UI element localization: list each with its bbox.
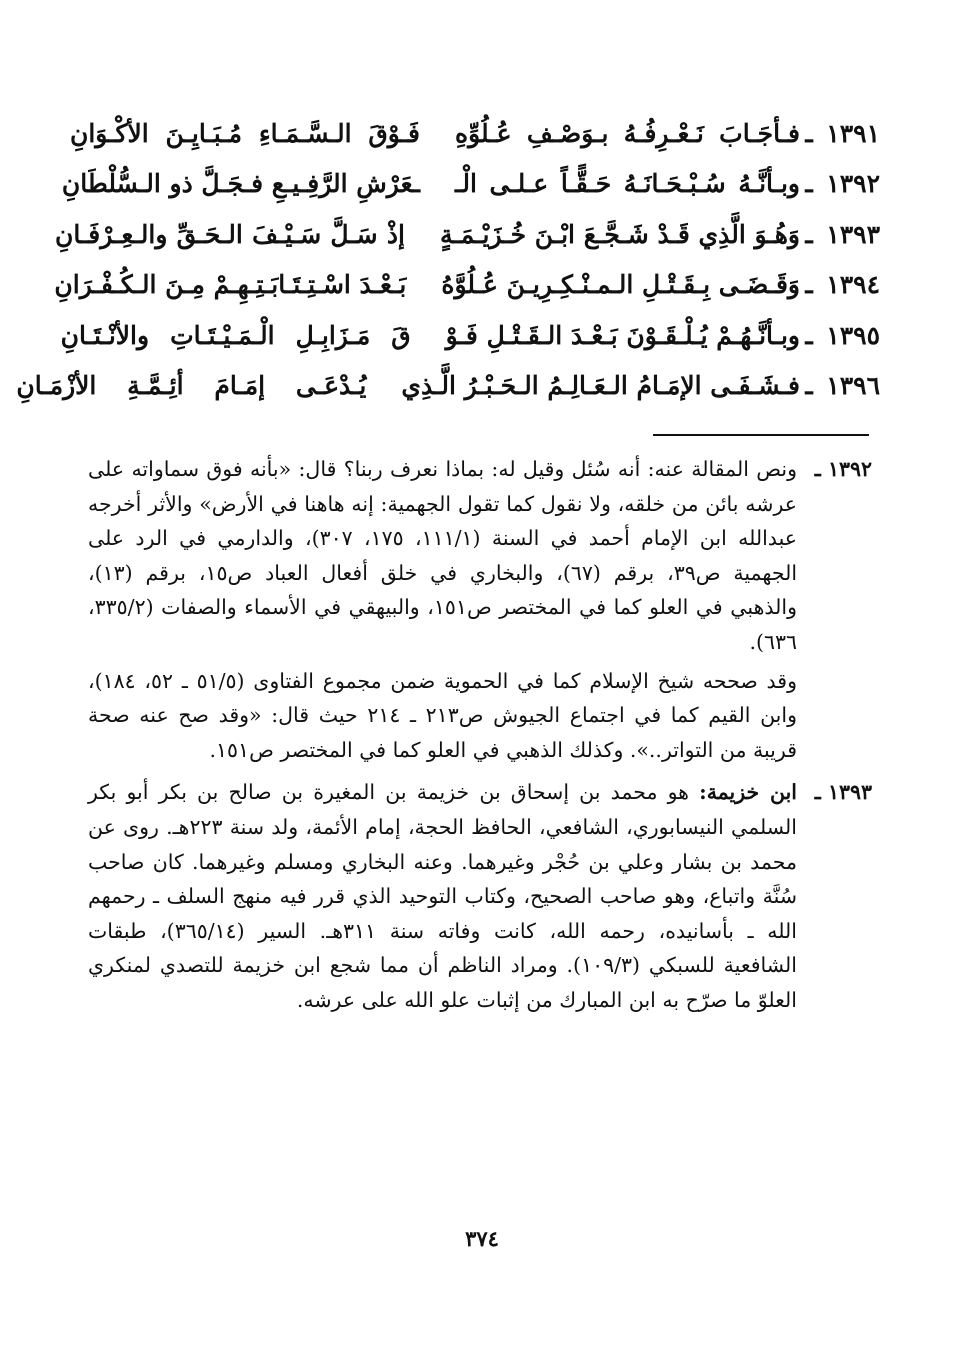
footnote-heading: ابن خزيمة: [699,780,797,805]
verse-row [60,310,880,361]
footnote-paragraph: ونص المقالة عنه: أنه سُئل وقيل له: بماذا نعرف ربنا؟ قال: «بأنه فوق سماواته على عرشه بائن من خلقه، ولا نقول كما تقول الجهمية: إنه هاهنا في الأرض» والأثر أخرجه عبدالله ابن الإمام أحمد في السنة (١١١/١، ١٧٥، ٣٠٧)، والدارمي في الرد على الجهمية ص٣٩، برقم (٦٧)، والبخاري في خلق أفعال العباد ص١٥، برقم (١٣)، والذهبي في العلو كما في المختصر ص١٥١، والبيهقي في الأسماء والصفات (٣٣٥/٢، ٦٣٦). [88,457,798,654]
verse-second-hemistich: إذْ سَـلَّ سَـيْـفَ الـحَـقِّ والـعِـرْفَـانِ [55,219,405,249]
verse-first-hemistich: فـأجَـابَ نَـعْـرِفُـهُ بـوَصْـفِ عُـلُوِّهِ [455,118,800,148]
footnote [88,775,872,1021]
verse-row [54,260,880,311]
verse-dash: ـ [805,219,813,249]
footnote-body [88,452,797,771]
verse-first-hemistich: وبـأنَّـهُـمْ يُـلْـقَـوْنَ بَـعْـدَ الـقَـتْـلِ فَـوْ [445,320,800,350]
verse-dash: ـ [805,371,813,401]
footnotes [88,452,872,1026]
verse-first-hemistich: وبـأنَّـهُ سُـبْـحَـانَـهُ حَـقًّـاً عـلـى الْـ [455,169,800,199]
verse-number: ١٣٩٣ [826,219,880,249]
verse-dash: ـ [805,118,813,148]
verse-row [55,209,880,260]
verse-row [61,159,880,210]
footnote-body [88,775,797,1021]
verse-first-hemistich: وَقَـضَـى بِـقَـتْـلِ الـمـنْـكِـرِيـنَ عُـلُوَّهُ [441,270,800,300]
footnote-paragraph [88,775,797,1017]
verse-number: ١٣٩٥ [826,320,880,350]
verse-row [16,361,880,412]
footnote-number: ١٣٩٣ ـ [814,780,872,805]
verse-number: ١٣٩٤ [826,270,880,300]
verse-second-hemistich: فَـوْقَ الـسَّـمَـاءِ مُـبَـايِـنَ الأكْـوَانِ [70,118,420,148]
verse-second-hemistich: قَ مَـزَابِـلِ الْـمَـيْـتَـاتِ والأنْـتَـانِ [60,320,411,350]
verse-dash: ـ [805,320,813,350]
verse-first-hemistich: وَهُـوَ الَّذِي قَـدْ شَـجَّـعَ ابْـنَ خُـزَيْـمَـةٍ [440,219,800,249]
footnote-paragraph: وقد صححه شيخ الإسلام كما في الحموية ضمن مجموع الفتاوى (٥١/٥ ـ ٥٢، ١٨٤)، وابن القيم كما في اجتماع الجيوش ص٢١٣ ـ ٢١٤ حيث قال: «وقد صح عنه صحة قريبة من التواتر..». وكذلك الذهبي في العلو كما في المختصر ص١٥١. [88,668,797,762]
verse-number: ١٣٩١ [826,118,880,148]
verse-second-hemistich: يُـدْعَـى إمَـامَ أئِـمَّـةِ الأزْمَـانِ [16,371,367,401]
verse-number: ١٣٩٦ [826,371,880,401]
verse-first-hemistich: فـشَـفَـى الإمَـامُ الـعَـالِـمُ الـحَـبْـرُ الَّـذِي [401,371,800,401]
verse-dash: ـ [805,169,813,199]
verse-row [70,108,880,159]
verse-second-hemistich: ـعَرْشِ الرَّفِـيـعِ فـجَـلَّ ذو الـسُّلْطَانِ [61,169,420,199]
verse-block [16,108,880,411]
footnote-separator [653,434,869,436]
page-number: ٣٧٤ [465,1226,499,1251]
footnote-text: هو محمد بن إسحاق بن خزيمة بن المغيرة بن صالح بن بكر أبو بكر السلمي النيسابوري، الشافعي، الحافظ الحجة، إمام الأئمة، ولد سنة ٢٢٣هـ. روى عن محمد بن بشار وعلي بن حُجْر وغيرهما. وعنه البخاري ومسلم وغيرهما. كان صاحب سُنَّة واتباع، وهو صاحب الصحيح، وكتاب التوحيد الذي قرر فيه منهج السلف ـ رحمهم الله ـ بأسانيده، رحمه الله، كانت وفاته سنة ٣١١هـ. السير (٣٦٥/١٤)، طبقات الشافعية للسبكي (١٠٩/٣). ومراد الناظم أن مما شجع ابن خزيمة للتصدي لمنكري العلوّ ما صرّح به ابن المبارك من إثبات علو الله على عرشه. [88,780,797,1012]
footnote [88,452,872,771]
verse-dash: ـ [805,270,813,300]
footnote-number: ١٣٩٢ ـ [814,457,872,481]
verse-number: ١٣٩٢ [826,169,880,199]
verse-second-hemistich: بَـعْـدَ اسْـتِـتَـابَـتِـهِـمْ مِـنَ الـكُـفْـرَانِ [54,270,407,300]
